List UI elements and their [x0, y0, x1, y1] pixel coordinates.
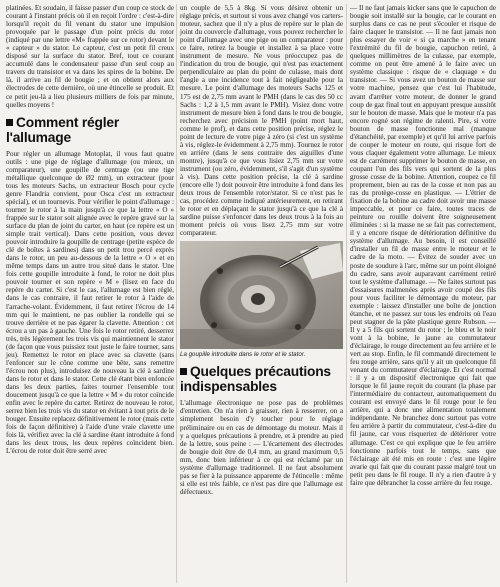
figure-caption: La goupille introduite dans le rotor et le stator.	[180, 351, 306, 359]
bullet-square-icon	[6, 119, 13, 126]
column-3	[350, 4, 496, 487]
section-heading-reglage	[6, 115, 174, 145]
section-heading-precautions	[180, 364, 343, 394]
rotor-stator-illustration	[180, 241, 343, 349]
bullet-square-icon	[180, 368, 187, 375]
column-separator	[346, 4, 347, 583]
reglage-continued-paragraph: un couple de 5,5 à 8kg. Si vous désirez obtenir un réglage précis, et surtout si vous avez changé vos carters-moteur, sachez que il n'y a plus de repère sur le plan de joint du couvercle d'allumage, vous pouvez rechercher le point d'allumage avec une pige ou un comparateur : pour ce faire, retirez la bougie et installez à sa place votre instrument de mesure. Ne vous préoccupez pas de l'indication du trou de bougie, qui n'est pas exactement perpendiculaire au plan du point de culasse, mais dont l'angle a une incidence tout à fait négligeable pour la mesure. Le point d'allumage des moteurs Sachs 125 et 175 est de 2,75 mm avant le PMH (dans le cas des 50 cc Sachs : 1,2 à 1,5 mm avant le PMH). Visiez donc votre instrument de mesure bien à fond dans le trou de bougie, recherchez avec précision le PMH (point mort haut, comme le prof), et dans cette position précise, réglez le point de lecture de votre pige à zéro (si c'est un système à vis, réglez-le évidemment à 2,75 mm). Tournez le rotor en arrière (dans le sens contraire des aiguilles d'une montre), jusqu'à ce que vous lisiez 2,75 mm sur votre instrument (ou zéro, évidemment, s'il s'agit d'un système à vis). Dans cette position précise, la clé à sardine (encore elle !) doit pouvoir être introduite à fond dans les deux trous de l'ensemble rotor/stator. Si ce n'est pas le cas, procédez comme indiqué antérieurement, en retirant le rotor et en déplaçant le stator jusqu'à ce que la clé à sardine puisse s'enfoncer dans les deux trous à la fois au moment précis où vous lisez 2,75 mm sur votre comparateur.	[180, 4, 343, 238]
precautions-paragraph: L'allumage électronique ne pose pas de problèmes d'entretien. On n'a rien à graisser, rien à resserrer, on a simplement besoin d'y toucher pour le réglage préliminaire ou en cas de démontage du moteur. Mais il y a quelques précautions à prendre, et à prendre au pied de la lettre, sous peine : — L'écartement des électrodes de bougie doit être de 0,4 mm, au grand maximum 0,5 mm, donc bien inférieur à ce qui est réclamé par un système d'allumage traditionnel. Il ne faut absolument pas se fier à la puissance apparente de l'étincelle : même si elle est très faible, ce n'est pas dire que l'allumage est défectueux.	[180, 399, 343, 496]
reglage-paragraph: Pour régler un allumage Motoplat, il vous faut quatre outils : une pige de réglage d'allumage (ou mieux, un comparateur), une goupille de centrage (ou une tige métallique quelconque de Ø2 mm), un extracteur (pour tous les moteurs Sachs, un extracteur Bosch pour cycle genre Flandria convient, pour Osca c'est un extracteur spécial), et un tournevis. Pour vérifier le point d'allumage : tourner le rotor à la main jusqu'à ce que la lettre « O » frappée sur le stator soit alignée avec le repère gravé sur la surface du plan de joint du carter, en haut (ce repère est un simple trait vertical). Dans cette position, vous devez pouvoir introduire la goupille de centrage (petite espèce de clé de boîtes à sardines) dans un petit trou percé exprès dans le rotor, un peu au-dessous de la lettre « O » et en même temps dans un autre trou situé dans le stator. Une fois cette goupille introduite à fond, le rotor ne doit plus pouvoir tourner et son repère « M » (lisez en face du repère du carter. Si c'est le cas, l'allumage est bien réglé, dans le cas contraire, il faut retirer le rotor à l'aide de l'arrache-volant. Évidemment, il faut retirer l'écrou de 14 mm qui le maintient, ne pas oublier la rondelle qui se trouve derrière et ne pas égarer la clavette. Attention : cet écrou a un pas à gauche. Une fois le rotor retiré, desserrez très, très légèrement les trois vis qui maintiennent le stator (de façon que vous puissiez tout juste le faire tourner, sans jeu). Remettez le rotor en place avec sa clavette (sans l'enfoncer sur le cône comme une bête, sans remettre l'écrou non plus), introduisez de nouveau la clé à sardine dans le rotor et dans le stator. Cette clé étant bien enfoncée dans les deux parties, faites tourner l'ensemble tout doucement jusqu'à ce que la lettre « M » du rotor coïncide enfin avec le repère du carter. Retirez de nouveau le rotor, serrez bien les trois vis du stator en évitant à tout prix de le bouger. Ensuite replacez définitivement le rotor (mais cette fois de façon définitive) à l'aide d'une vraie clavette une fois là, vérifiez avec la clé à sardine étant introduite à fond dans les deux trous, les deux repères coïncident bien. L'écrou de rotor doit être serré avec	[6, 149, 174, 456]
column-2	[180, 4, 343, 496]
column-separator	[176, 4, 177, 583]
intro-paragraph: platinées. Et soudain, il faisse passer d'un coup ce stock de courant à l'instant précis où il en reçoit l'ordre : c'est-à-dire lorsqu'il reçoit du fil venant du stator une impulsion provoquée par le passage d'un point précis du rotor (indiqué par une lettre «M» frappée sur ce rotor) devant le « capteur » du stator. Le capteur, c'est un petit fil creux disposé sur la surface du stator. Bref, tout ce courant accumulé dans le condensateur passe d'un seul coup au travers du transistor et va dans les spires de la bobine. De là, il arrive au fil de bougie ; et on obtient alors aux électrodes de cette dernière, où une étincelle se produit. Et ce petit jeu-là a lieu plusieurs milliers de fois par minute, quelles moyens !	[6, 4, 174, 109]
column-1	[6, 4, 174, 455]
goupille-photo	[180, 241, 343, 349]
precautions-list-paragraph: — Il ne faut jamais kicker sans que le capuchon de bougie soit installé sur la bougie, car le courant en surplus dans ce cas ne peut s'écouler et risque de faire claquer le transistor. — Il ne faut jamais non plus essayer de voir « si ça marche » en tenant l'extrémité du fil de bougie, capuchon retiré, à quelques millimètres de la culasse, par exemple, comme on peut être amené à le faire avec un système classique : risque de « claquage » du transistor. — Si vous avez un bouton de masse sur votre machine, pensez que c'est lui l'habitude, avant d'arrêter votre moteur, de donner le grand coup de gaz final tout en appuyant presque aussitôt sur le bouton de masse. Mais que le moteur n'a pas encore rogné son régime de ralenti. Pire, si votre bouton de masse fonctionne mal (manque d'étanchéité, par exemple) et qu'il lui arrive parfois de couper le moteur en route, qui risque fort de vous claquer également votre allumage. Le mieux est de carrément supprimer le bouton de masse, en coupant l'un des fils vers qui sortent de la plus grosse cosse de la bobine. Attention, coupez ce fil proprement, bien au ras de la cosse et non pas au ras du protège-cosse en plastique. — L'étrier de fixation de la bobine au cadre doit avoir une masse impeccable, et pour ce faire, toutes traces de peinture ou rouille doivent être soigneusement éliminées : si la masse ne se fait pas correctement, il y a encore risque de détérioration définitive du système d'allumage. Au besoin, il est conseillé d'installer un fil de masse entre le moteur et le cadre de la moto. — Évitez de souder avec un poste de soudure à l'arc, même sur un point éloigné du cadre, sans avoir auparavant carrément retiré tout le système d'allumage. — Ne faites surtout pas d'essaisures malmenées après avoir coupé des fils pour vous faciliter le démontage du moteur, par exemple : laissez d'installer une boîte de jonction étanche, et ne passez sur tous les endroits où l'eau peut stagner de la pâte plastique genre Rubson. — Il y a 5 fils qui sortent du rotor ; le bleu et le noir vont à la bobine, le jaune au commutateur d'éclairage, le rouge directement au feu arrière et le vert au stop. Enfin, le fil commandé directement le feu rouge arrière, sans qu'il y ait un quelconque fil venant du commutateur d'éclairage. Et c'est normal : il y a un dispositif électronique qui fait que lorsque le fil jaune reçoit du courant (la phase par l'intermédiaire du contacteur, automatiquement du courant est envoyé dans le fil rouge pour le feu arrière, qui a donc une alimentation totalement indépendante. Ne branchez donc surtout pas votre feu arrière à partir du commutateur, c'est-à-dire du fil jaune, car vous risqueriez de détériorer votre allumage. C'est ce qui explique que le feu arrière fonctionne parfois tout le temps, sans que l'éclairage ait été mis en route : c'est une légère avarie qui fait que du courant passe malgré tout un petit peu dans le fil rouge. Il n'y a rien d'autre à y faire que débrancher la cosse arrière du feu rouge.	[350, 4, 496, 487]
heading-text: Quelques précautions indispensables	[180, 364, 331, 395]
heading-text: Comment régler l'allumage	[6, 114, 120, 145]
